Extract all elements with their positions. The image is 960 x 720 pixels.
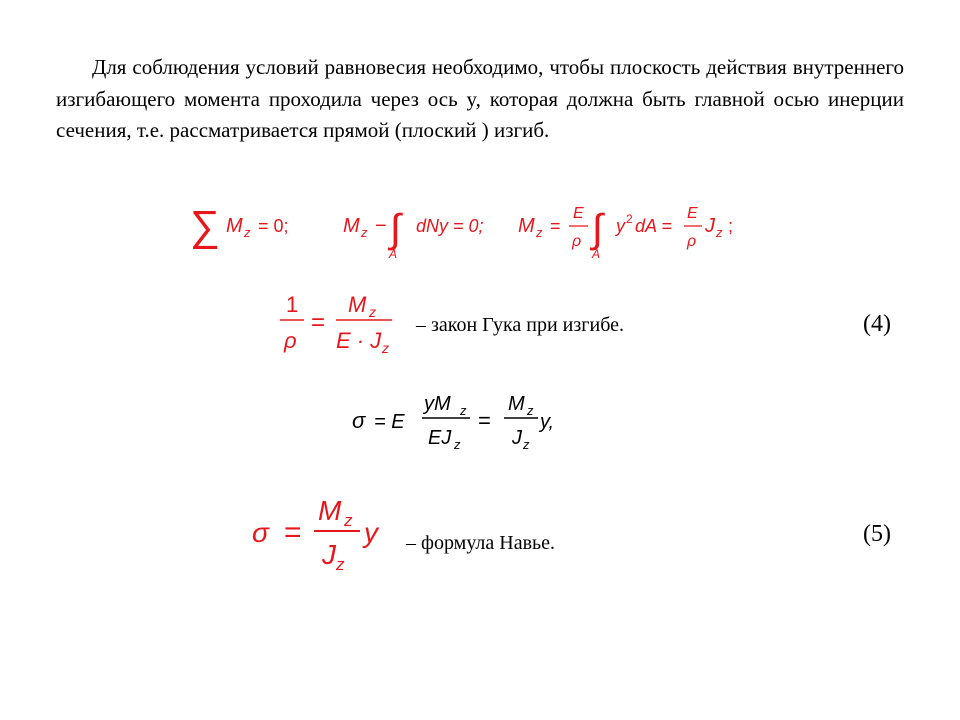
minus-sign: −	[375, 215, 387, 237]
hooke-one: 1	[286, 292, 299, 317]
deriv-eq2: =	[478, 408, 491, 433]
dny: dNy = 0;	[416, 216, 484, 236]
deriv-eq-e: = E	[374, 411, 405, 433]
da: dA =	[635, 216, 672, 236]
navier-sigma: σ	[252, 517, 269, 548]
mz-3: M	[518, 215, 535, 237]
y-var: y	[616, 216, 625, 236]
semicolon: ;	[728, 216, 734, 236]
integral-2: ∫	[592, 207, 603, 251]
jz: J	[705, 215, 715, 237]
deriv-m-sub: z	[527, 403, 534, 418]
hooke-formula	[278, 286, 418, 366]
navier-formula	[250, 490, 400, 580]
rho-den-1: ρ	[572, 233, 582, 250]
rho-den-2: ρ	[687, 233, 697, 250]
navier-j-sub: z	[336, 555, 345, 574]
hooke-m-sub: z	[369, 304, 376, 320]
sum-sign: ∑	[190, 202, 220, 249]
hooke-ej-sub: z	[382, 340, 389, 356]
hooke-eq: =	[311, 309, 326, 336]
deriv-sigma: σ	[352, 408, 366, 433]
deriv-den: EJ	[428, 427, 452, 449]
y-square: 2	[626, 212, 633, 226]
equation-number-4: (4)	[863, 311, 891, 337]
navier-eq: =	[284, 516, 302, 549]
deriv-tail: y,	[540, 411, 555, 433]
eq-zero: = 0;	[258, 216, 289, 236]
deriv-m: M	[508, 393, 525, 415]
integral-1: ∫	[390, 207, 401, 251]
navier-j: J	[322, 539, 336, 570]
mz-1: M	[226, 215, 243, 237]
deriv-j: J	[512, 427, 522, 449]
navier-caption: – формула Навье.	[406, 532, 556, 554]
hooke-ej: E · J	[336, 328, 382, 353]
hooke-rho: ρ	[284, 328, 297, 353]
deriv-num-sub: z	[460, 403, 467, 418]
jz-sub: z	[716, 225, 723, 240]
hooke-m: M	[348, 292, 367, 317]
body-paragraph	[56, 52, 904, 147]
hooke-caption: – закон Гука при изгибе.	[416, 314, 624, 336]
integral-2-limit: A	[592, 247, 601, 261]
mz-2-sub: z	[361, 225, 368, 240]
sigma-derivation	[350, 384, 580, 460]
paragraph-text: Для соблюдения условий равновесия необходимо, чтобы плоскость действия внутреннего изгибающего момента проходила через ось y, которая должна быть главной осью инерции сечения, т.е. рассматривается прямой (плоский ) изгиб.	[56, 55, 904, 142]
eq-sign-3: =	[550, 216, 561, 236]
deriv-den-sub: z	[454, 437, 461, 452]
navier-m: M	[318, 495, 342, 526]
mz-1-sub: z	[244, 225, 251, 240]
e-num-1: E	[573, 205, 584, 222]
integral-1-limit: A	[389, 247, 398, 261]
e-num-2: E	[687, 205, 698, 222]
mz-3-sub: z	[536, 225, 543, 240]
equilibrium-equations	[188, 188, 748, 268]
navier-m-sub: z	[344, 511, 353, 530]
equation-number-5: (5)	[863, 521, 891, 547]
mz-2: M	[343, 215, 360, 237]
deriv-num: yM	[424, 393, 451, 415]
deriv-j-sub: z	[523, 437, 530, 452]
navier-y: y	[364, 517, 378, 548]
